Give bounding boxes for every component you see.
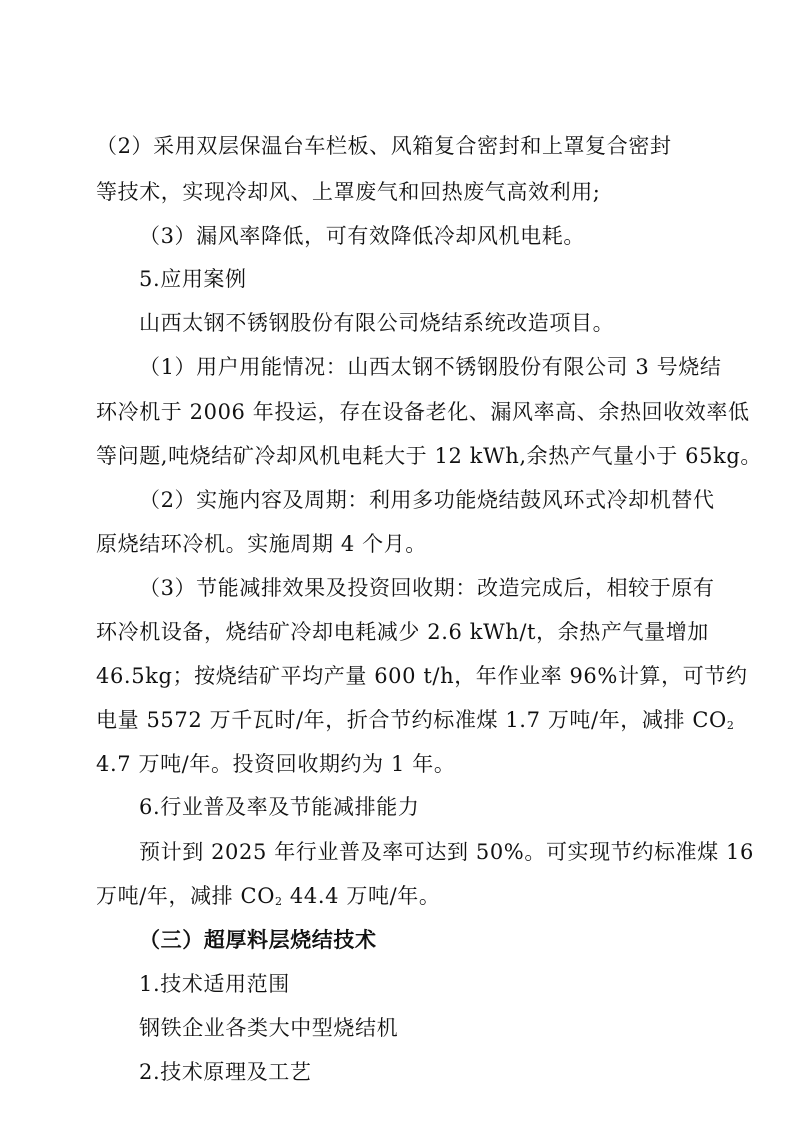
paragraph-line: 万吨/年，减排 $CO_2$ 44.4 万吨/年。: [96, 884, 441, 908]
paragraph-line: 电量 5572 万千瓦时/年，折合节约标准煤 1.7 万吨/年，减排 $CO_2$: [96, 708, 735, 732]
paragraph-line: （1）用户用能情况：山西太钢不锈钢股份有限公司 3 号烧结: [139, 355, 722, 379]
section-heading: 5.应用案例: [139, 267, 247, 291]
co2-subscript: 2: [726, 719, 735, 732]
paragraph-line: （2）实施内容及周期：利用多功能烧结鼓风环式冷却机替代: [139, 488, 715, 512]
paragraph-line: （2）采用双层保温台车栏板、风箱复合密封和上罩复合密封: [96, 134, 672, 158]
paragraph-line: 预计到 2025 年行业普及率可达到 50%。可实现节约标准煤 16: [139, 840, 754, 864]
paragraph-line: 46.5kg；按烧结矿平均产量 600 t/h，年作业率 96%计算，可节约: [96, 664, 748, 688]
paragraph-line: 原烧结环冷机。实施周期 4 个月。: [96, 532, 427, 556]
co2-subscript: 2: [275, 895, 283, 908]
paragraph-line: 环冷机设备，烧结矿冷却电耗减少 2.6 kWh/t，余热产气量增加: [96, 620, 709, 644]
paragraph-line: （3）节能减排效果及投资回收期：改造完成后，相较于原有: [139, 576, 715, 600]
paragraph-line: 4.7 万吨/年。投资回收期约为 1 年。: [96, 752, 456, 776]
section-heading: 1.技术适用范围: [139, 972, 290, 996]
paragraph-line: 等问题,吨烧结矿冷却风机电耗大于 12 kWh,余热产气量小于 65kg。: [96, 444, 763, 468]
paragraph-line: 钢铁企业各类大中型烧结机: [139, 1016, 399, 1040]
chapter-heading: （三）超厚料层烧结技术: [139, 927, 377, 952]
paragraph-line: 等技术，实现冷却风、上罩废气和回热废气高效利用;: [96, 180, 601, 204]
section-heading: 2.技术原理及工艺: [139, 1060, 312, 1084]
section-heading: 6.行业普及率及节能减排能力: [139, 795, 420, 819]
paragraph-line: 环冷机于 2006 年投运，存在设备老化、漏风率高、余热回收效率低: [96, 400, 750, 424]
paragraph-line: 山西太钢不锈钢股份有限公司烧结系统改造项目。: [139, 311, 615, 335]
paragraph-line: （3）漏风率降低，可有效降低冷却风机电耗。: [139, 224, 585, 248]
